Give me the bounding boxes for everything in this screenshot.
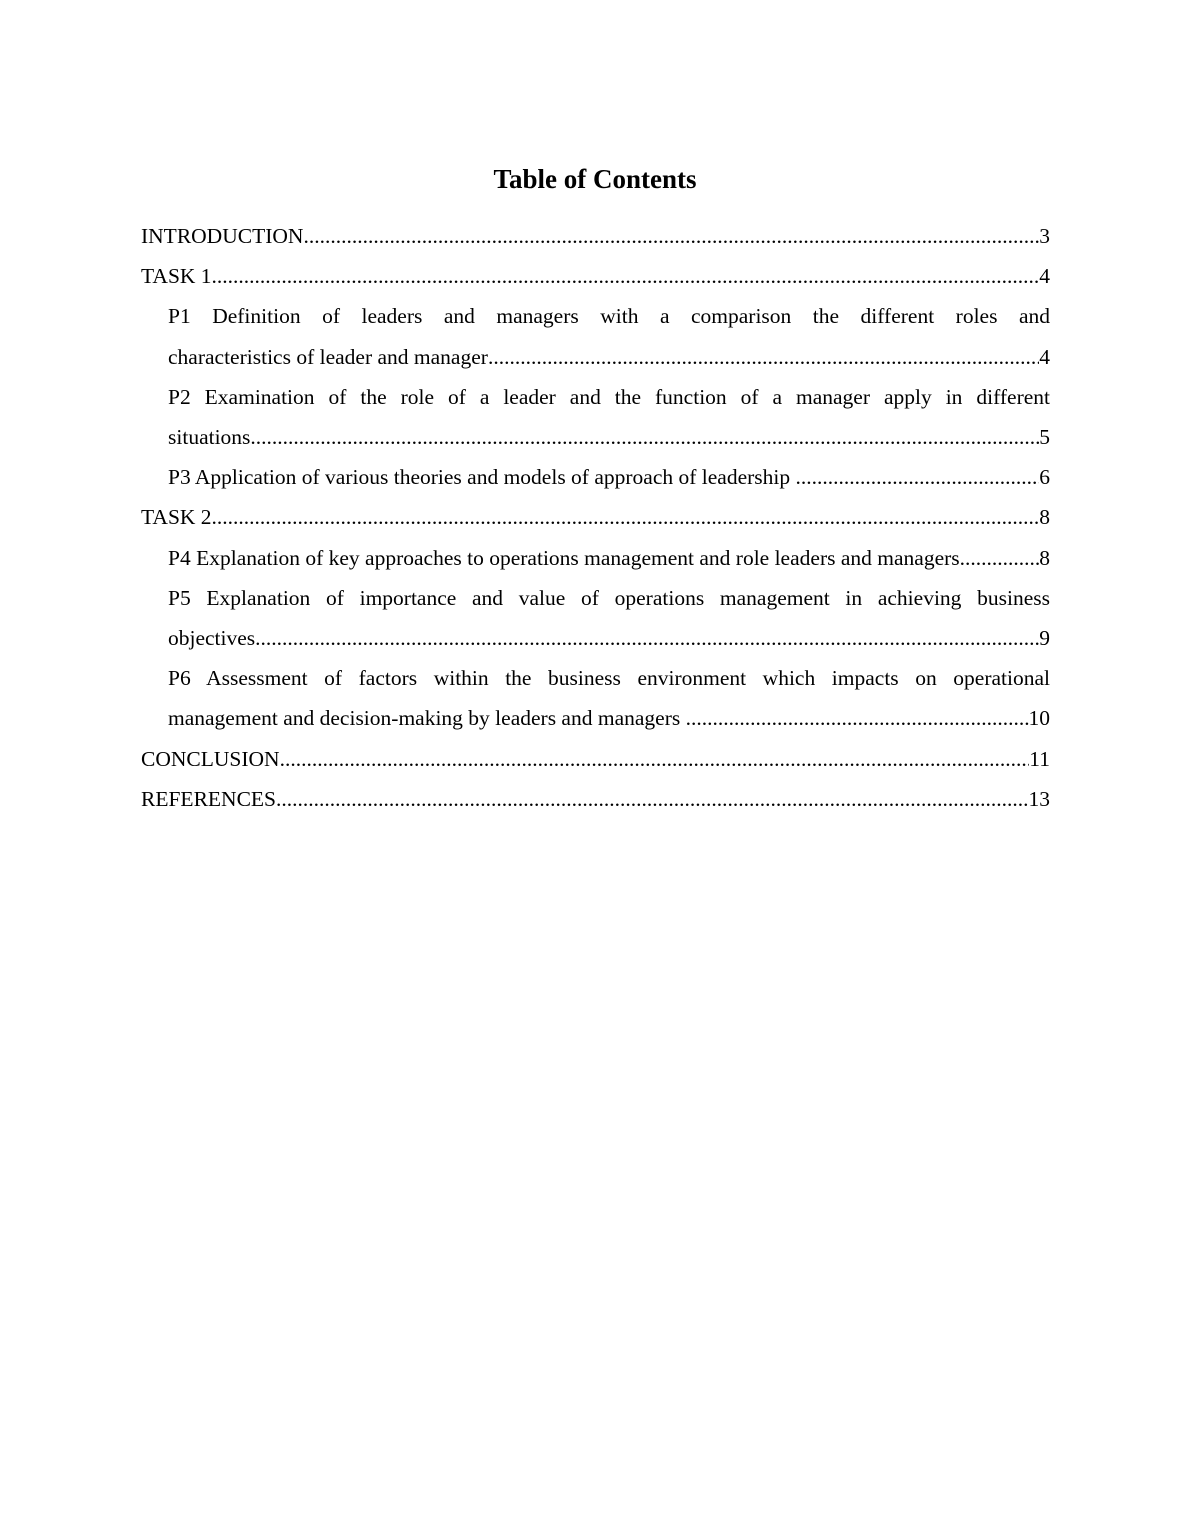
toc-page-number: 8	[1039, 505, 1050, 530]
toc-entry-p2[interactable]	[141, 377, 1050, 457]
toc-entry-text: P6 Assessment of factors within the business environment which impacts on operational	[168, 666, 1050, 691]
toc-entry-text: REFERENCES	[141, 786, 276, 811]
toc-page-number: 11	[1029, 746, 1050, 771]
toc-entry-text: P4 Explanation of key approaches to operations management and role leaders and managers	[168, 545, 960, 570]
toc-entry-text: management and decision-making by leaders and managers	[168, 706, 686, 731]
dot-leader	[276, 779, 1029, 819]
dot-leader	[796, 457, 1040, 497]
toc-entry-text: situations	[168, 425, 251, 450]
toc-page-number: 10	[1028, 706, 1050, 731]
toc-entry-conclusion[interactable]	[141, 739, 1050, 779]
toc-entry-line	[168, 457, 1050, 497]
toc-entry-p6[interactable]	[141, 658, 1050, 738]
dot-leader	[212, 256, 1040, 296]
toc-entry-text: INTRODUCTION	[141, 224, 304, 248]
toc-title: Table of Contents	[493, 164, 697, 194]
toc-entry-p4[interactable]	[141, 538, 1050, 578]
toc-entry-text: P3 Application of various theories and models of approach of leadership	[168, 465, 796, 490]
toc-page-number: 4	[1039, 264, 1050, 289]
toc-entry-line	[168, 417, 1050, 457]
toc-entry-text: P5 Explanation of importance and value of operations management in achieving business	[168, 585, 1050, 610]
toc-entry-line	[141, 497, 1050, 537]
toc-page-number: 5	[1039, 425, 1050, 450]
toc-entry-line	[141, 739, 1050, 779]
toc-entry-line	[168, 618, 1050, 658]
toc-page-number: 6	[1039, 465, 1050, 490]
dot-leader	[212, 497, 1040, 537]
toc-entry-p5[interactable]	[141, 578, 1050, 658]
toc-entry-line	[141, 256, 1050, 296]
toc-entry-text: characteristics of leader and manager	[168, 344, 488, 369]
dot-leader	[280, 739, 1030, 779]
toc-page-number: 4	[1039, 344, 1050, 369]
toc-entry-text: TASK 1	[141, 264, 212, 289]
toc-page-number: 9	[1039, 626, 1050, 651]
toc-entry-line	[168, 538, 1050, 578]
dot-leader	[686, 698, 1029, 738]
table-of-contents	[141, 216, 1050, 819]
dot-leader	[255, 618, 1039, 658]
toc-page-number: 13	[1028, 786, 1050, 811]
toc-entry-text: TASK 2	[141, 505, 212, 530]
toc-entry-text: CONCLUSION	[141, 746, 280, 771]
toc-entry-line	[141, 779, 1050, 819]
dot-leader	[250, 417, 1039, 457]
toc-page-number: 8	[1039, 545, 1050, 570]
dot-leader	[960, 538, 1040, 578]
toc-entry-text: P1 Definition of leaders and managers with a comparison the different roles and	[168, 304, 1050, 329]
toc-entry-line	[141, 216, 1050, 256]
toc-entry-text: objectives	[168, 626, 256, 651]
toc-entry-line	[168, 698, 1050, 738]
toc-entry-introduction[interactable]	[141, 216, 1050, 256]
toc-entry-task-1[interactable]	[141, 256, 1050, 296]
toc-entry-task-2[interactable]	[141, 497, 1050, 537]
toc-entry-references[interactable]	[141, 779, 1050, 819]
toc-entry-line	[168, 337, 1050, 377]
toc-entry-text: P2 Examination of the role of a leader and the function of a manager apply in different	[168, 384, 1050, 409]
dot-leader	[303, 216, 1039, 256]
dot-leader	[488, 337, 1039, 377]
toc-entry-p1[interactable]	[141, 296, 1050, 376]
toc-page-number: 3	[1039, 224, 1050, 248]
toc-entry-p3[interactable]	[141, 457, 1050, 497]
